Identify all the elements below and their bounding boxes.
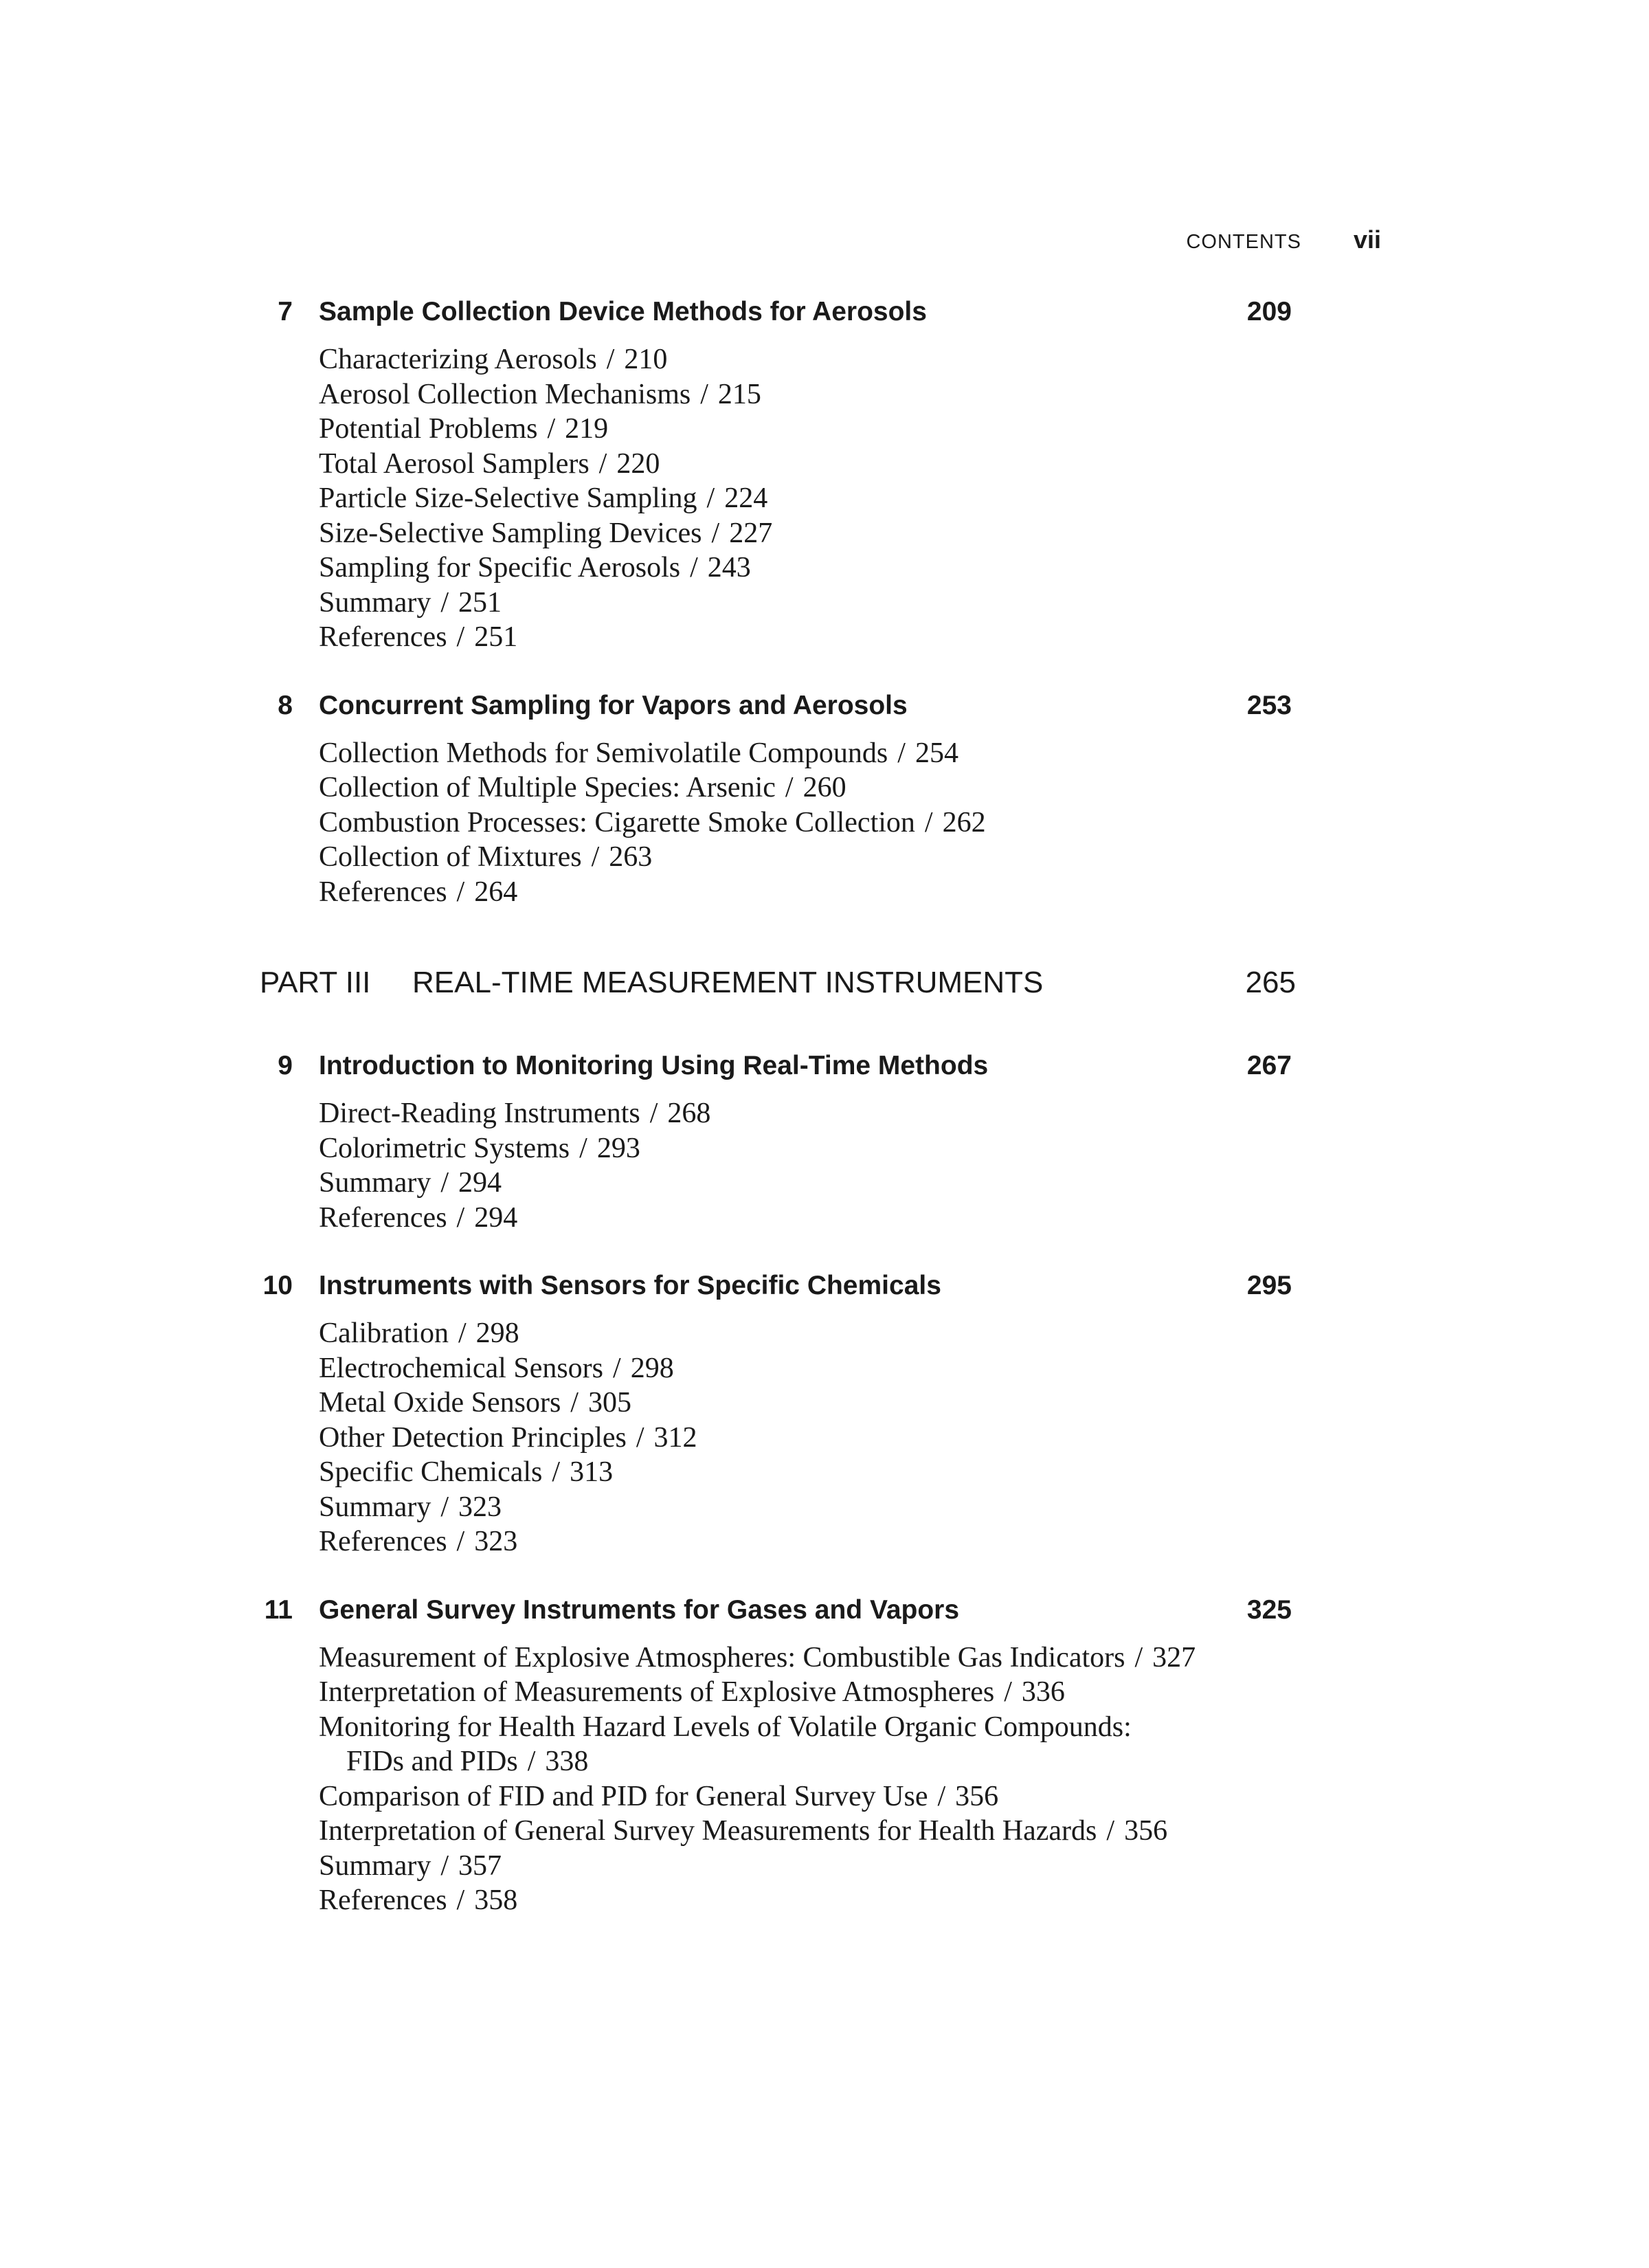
entry-title: Size-Selective Sampling Devices (319, 517, 702, 549)
part-title: REAL-TIME MEASUREMENT INSTRUMENTS (412, 966, 1044, 999)
chapter-title: Concurrent Sampling for Vapors and Aerosols (319, 690, 908, 720)
entry-title: Potential Problems (319, 413, 538, 445)
toc-entry (319, 1421, 1305, 1456)
chapter-section (254, 1045, 1305, 1235)
chapter-title: Introduction to Monitoring Using Real-Time Methods (319, 1051, 989, 1080)
chapter-heading (254, 1045, 1305, 1087)
chapter-group (254, 291, 1305, 909)
entry-separator: / (440, 1167, 449, 1199)
entry-title: Calibration (319, 1318, 449, 1349)
entry-separator: / (440, 1849, 449, 1882)
entry-page-number: 294 (474, 1201, 518, 1234)
toc-entry (319, 1201, 1305, 1236)
entry-page-number: 356 (1124, 1815, 1168, 1847)
toc-entry (319, 1316, 1305, 1351)
entry-separator: / (1004, 1676, 1012, 1708)
entry-title: Summary (319, 1491, 431, 1523)
entry-page-number: 356 (955, 1780, 999, 1812)
entry-separator: / (636, 1421, 644, 1454)
entry-page-number: 358 (474, 1885, 518, 1916)
entry-separator: / (700, 378, 708, 410)
entry-page-number: 357 (458, 1849, 502, 1882)
entry-separator: / (456, 1526, 465, 1557)
chapter-page-number: 325 (1246, 1594, 1292, 1625)
entry-page-number: 338 (545, 1746, 589, 1777)
entry-separator: / (606, 344, 615, 375)
chapter-section (254, 1265, 1305, 1559)
entry-page-number: 254 (915, 737, 958, 769)
part-heading (254, 959, 1305, 1007)
entry-title: Summary (319, 586, 431, 619)
entry-page-number: 260 (803, 772, 846, 803)
entry-separator: / (897, 737, 906, 769)
entry-page-number: 294 (458, 1167, 502, 1199)
entry-title: Characterizing Aerosols (319, 344, 597, 375)
entry-title: Aerosol Collection Mechanisms (319, 378, 691, 410)
toc-entry (319, 1641, 1305, 1676)
entry-separator: / (1106, 1815, 1115, 1847)
running-head-label: CONTENTS (1186, 231, 1301, 253)
section-list (254, 342, 1305, 655)
entry-separator: / (440, 1491, 449, 1523)
entry-separator: / (547, 413, 556, 445)
entry-page-number: 210 (624, 344, 668, 375)
toc-entry (319, 412, 1305, 447)
chapter-number: 8 (278, 690, 293, 720)
entry-separator: / (456, 1885, 465, 1916)
chapter-number: 10 (262, 1271, 293, 1300)
entry-title: References (319, 621, 447, 653)
toc-entry (319, 1490, 1305, 1525)
entry-title: Colorimetric Systems (319, 1132, 570, 1164)
section-list (254, 1096, 1305, 1235)
entry-page-number: 243 (707, 552, 751, 583)
entry-page-number: 293 (596, 1132, 640, 1164)
entry-title: Particle Size-Selective Sampling (319, 482, 697, 514)
entry-separator: / (458, 1318, 467, 1349)
running-head (1099, 225, 1381, 260)
entry-title: Specific Chemicals (319, 1456, 543, 1488)
entry-title: Comparison of FID and PID for General Survey Use (319, 1780, 928, 1812)
entry-separator: / (785, 772, 794, 803)
toc-entry (319, 840, 1305, 875)
entry-title: Total Aerosol Samplers (319, 447, 590, 480)
toc-entry (319, 1710, 1305, 1779)
entry-title: Monitoring for Health Hazard Levels of Volatile Organic Compounds: (319, 1711, 1132, 1743)
entry-title: Collection of Multiple Species: Arsenic (319, 772, 776, 803)
chapter-heading (254, 1590, 1305, 1631)
toc-entry (319, 1814, 1305, 1849)
chapter-page-number: 295 (1246, 1271, 1292, 1300)
entry-title-continuation-text: FIDs and PIDs (346, 1746, 518, 1777)
entry-title: Summary (319, 1849, 431, 1882)
entry-page-number: 262 (942, 806, 986, 838)
section-list (254, 736, 1305, 910)
chapter-page-number: 209 (1246, 297, 1292, 326)
toc-entry (319, 736, 1305, 771)
entry-title: References (319, 876, 447, 908)
chapter-title: Sample Collection Device Methods for Aerosols (319, 297, 927, 326)
entry-page-number: 323 (458, 1491, 502, 1523)
entry-title: Summary (319, 1167, 431, 1199)
chapter-title: General Survey Instruments for Gases and Vapors (319, 1594, 960, 1625)
chapter-number: 7 (278, 297, 293, 326)
entry-title: Metal Oxide Sensors (319, 1387, 561, 1419)
entry-page-number: 336 (1021, 1676, 1065, 1708)
table-of-contents (254, 291, 1305, 1948)
toc-entry (319, 1131, 1305, 1166)
toc-entry (319, 377, 1305, 412)
entry-title: Sampling for Specific Aerosols (319, 552, 681, 583)
chapter-section (254, 685, 1305, 910)
entry-page-number: 215 (717, 378, 761, 410)
toc-entry (319, 770, 1305, 805)
entry-separator: / (937, 1780, 946, 1812)
chapter-section (254, 291, 1305, 655)
toc-entry (319, 1883, 1305, 1918)
entry-page-number: 264 (474, 876, 518, 908)
entry-separator: / (552, 1456, 561, 1488)
entry-title: References (319, 1885, 447, 1916)
entry-title: References (319, 1526, 447, 1557)
toc-entry (319, 447, 1305, 482)
chapter-page-number: 253 (1246, 690, 1292, 720)
entry-title: Interpretation of General Survey Measurements for Health Hazards (319, 1815, 1097, 1847)
toc-entry (319, 620, 1305, 655)
toc-entry (319, 1166, 1305, 1201)
toc-entry (319, 342, 1305, 377)
entry-separator: / (456, 621, 465, 653)
entry-separator: / (649, 1098, 658, 1129)
entry-page-number: 268 (667, 1098, 711, 1129)
entry-title: Combustion Processes: Cigarette Smoke Collection (319, 806, 915, 838)
entry-separator: / (924, 806, 933, 838)
entry-separator: / (570, 1387, 579, 1419)
entry-title: References (319, 1201, 447, 1234)
toc-entry (319, 516, 1305, 551)
part-label: PART III (260, 966, 371, 999)
section-list (254, 1641, 1305, 1918)
chapter-group (254, 1045, 1305, 1918)
toc-entry (319, 1849, 1305, 1884)
entry-separator: / (440, 586, 449, 619)
entry-page-number: 298 (475, 1318, 519, 1349)
chapter-heading (254, 1265, 1305, 1307)
entry-title: Interpretation of Measurements of Explosive Atmospheres (319, 1676, 995, 1708)
entry-separator: / (579, 1132, 587, 1164)
entry-separator: / (1134, 1641, 1143, 1674)
entry-separator: / (690, 552, 698, 583)
toc-entry (319, 551, 1305, 586)
entry-title: Direct-Reading Instruments (319, 1098, 640, 1129)
entry-title: Collection of Mixtures (319, 841, 582, 873)
chapter-section (254, 1590, 1305, 1918)
entry-page-number: 323 (474, 1526, 518, 1557)
entry-title: Measurement of Explosive Atmospheres: Combustible Gas Indicators (319, 1641, 1125, 1674)
part-page-number: 265 (1245, 966, 1296, 999)
entry-page-number: 327 (1152, 1641, 1196, 1674)
page-number: vii (1353, 225, 1381, 254)
chapter-number: 11 (264, 1594, 293, 1625)
toc-entry (319, 1386, 1305, 1421)
entry-page-number: 263 (609, 841, 653, 873)
entry-page-number: 220 (616, 447, 660, 480)
entry-separator: / (706, 482, 715, 514)
toc-entry (319, 1351, 1305, 1386)
entry-title: Other Detection Principles (319, 1421, 627, 1454)
toc-entry (319, 1524, 1305, 1559)
toc-entry (319, 805, 1305, 841)
entry-page-number: 312 (653, 1421, 697, 1454)
toc-entry (319, 586, 1305, 621)
chapter-heading (254, 291, 1305, 333)
entry-separator: / (613, 1352, 621, 1384)
entry-separator: / (527, 1746, 536, 1777)
entry-page-number: 251 (458, 586, 502, 619)
entry-page-number: 227 (729, 517, 773, 549)
entry-title-continuation (319, 1744, 1305, 1779)
toc-entry (319, 875, 1305, 910)
toc-entry (319, 481, 1305, 516)
entry-page-number: 219 (565, 413, 609, 445)
entry-separator: / (456, 1201, 465, 1234)
entry-separator: / (598, 447, 607, 480)
chapter-heading (254, 685, 1305, 726)
chapter-title: Instruments with Sensors for Specific Chemicals (319, 1271, 941, 1300)
entry-page-number: 305 (587, 1387, 631, 1419)
chapter-page-number: 267 (1246, 1051, 1292, 1080)
entry-separator: / (591, 841, 600, 873)
toc-entry (319, 1675, 1305, 1710)
entry-page-number: 313 (570, 1456, 614, 1488)
section-list (254, 1316, 1305, 1559)
entry-page-number: 298 (630, 1352, 674, 1384)
entry-separator: / (711, 517, 720, 549)
entry-title: Collection Methods for Semivolatile Compounds (319, 737, 888, 769)
toc-entry (319, 1096, 1305, 1131)
entry-page-number: 224 (724, 482, 768, 514)
entry-page-number: 251 (474, 621, 518, 653)
entry-separator: / (456, 876, 465, 908)
chapter-number: 9 (278, 1051, 293, 1080)
entry-title: Electrochemical Sensors (319, 1352, 604, 1384)
toc-entry (319, 1455, 1305, 1490)
toc-entry (319, 1779, 1305, 1814)
